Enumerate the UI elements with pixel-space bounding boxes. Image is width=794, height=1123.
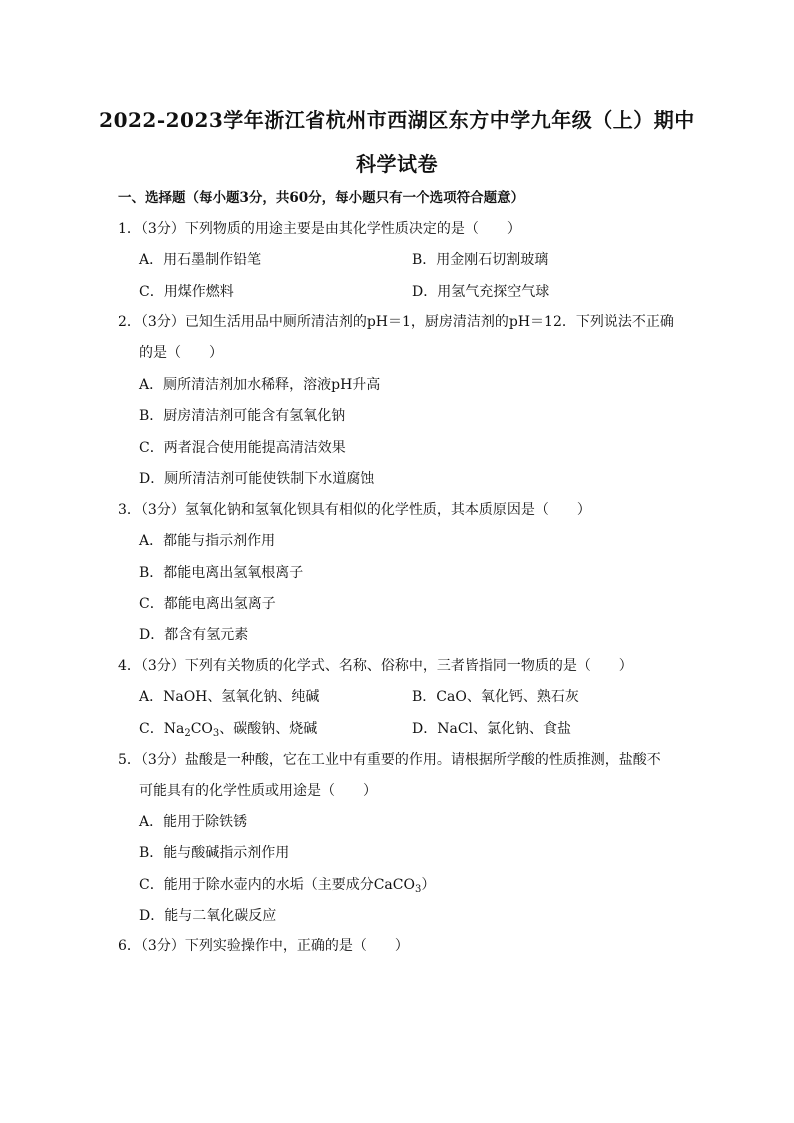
question-4-option-b: B．CaO、氧化钙、熟石灰 bbox=[412, 689, 579, 705]
question-4-option-a: A．NaOH、氢氧化钠、纯碱 bbox=[139, 689, 320, 705]
question-5-option-c: C．能用于除水壶内的水垢（主要成分CaCO$_3$） bbox=[139, 877, 436, 895]
question-3-stem: 3．（3分）氢氧化钠和氢氧化钡具有相似的化学性质，其本质原因是（ ） bbox=[118, 502, 591, 518]
section-heading: 一、选择题（每小题3分，共60分，每小题只有一个选项符合题意） bbox=[118, 190, 525, 206]
question-2-option-b: B．厨房清洁剂可能含有氢氧化钠 bbox=[139, 408, 346, 424]
question-2-stem-continued: 的是（ ） bbox=[139, 345, 223, 361]
question-5-option-d: D．能与二氧化碳反应 bbox=[139, 908, 277, 924]
question-5-option-b: B．能与酸碱指示剂作用 bbox=[139, 845, 290, 861]
question-5-option-a: A．能用于除铁锈 bbox=[139, 814, 248, 830]
question-2-stem: 2．（3分）已知生活用品中厕所清洁剂的pH＝1，厨房清洁剂的pH＝12．下列说法不正确 bbox=[118, 314, 674, 330]
question-4-stem: 4．（3分）下列有关物质的化学式、名称、俗称中，三者皆指同一物质的是（ ） bbox=[118, 658, 633, 674]
question-5-stem: 5．（3分）盐酸是一种酸，它在工业中有重要的作用。请根据所学酸的性质推测，盐酸不 bbox=[118, 752, 661, 768]
question-6-stem: 6．（3分）下列实验操作中，正确的是（ ） bbox=[118, 938, 409, 954]
question-1-option-d: D．用氢气充探空气球 bbox=[412, 284, 550, 300]
question-3-option-b: B．都能电离出氢氧根离子 bbox=[139, 565, 304, 581]
question-1-option-a: A．用石墨制作铅笔 bbox=[139, 252, 262, 268]
question-4-option-c: C．$Na_2CO_3$、碳酸钠、烧碱 bbox=[139, 721, 318, 739]
question-3-option-a: A．都能与指示剂作用 bbox=[139, 533, 276, 549]
question-2-option-d: D．厕所清洁剂可能使铁制下水道腐蚀 bbox=[139, 471, 375, 487]
question-4-option-d: D．NaCl、氯化钠、食盐 bbox=[412, 721, 572, 737]
question-5-stem-continued: 可能具有的化学性质或用途是（ ） bbox=[139, 783, 377, 799]
question-3-option-c: C．都能电离出氢离子 bbox=[139, 596, 276, 612]
question-3-option-d: D．都含有氢元素 bbox=[139, 627, 249, 643]
question-1-option-b: B．用金刚石切割玻璃 bbox=[412, 252, 549, 268]
exam-title-line-2: 科学试卷 bbox=[356, 152, 438, 176]
question-2-option-a: A．厕所清洁剂加水稀释，溶液pH升高 bbox=[139, 377, 381, 393]
exam-title-line-1: 2022-2023学年浙江省杭州市西湖区东方中学九年级（上）期中 bbox=[99, 108, 695, 132]
question-1-stem: 1．（3分）下列物质的用途主要是由其化学性质决定的是（ ） bbox=[118, 221, 521, 237]
question-1-option-c: C．用煤作燃料 bbox=[139, 284, 234, 300]
question-2-option-c: C．两者混合使用能提高清洁效果 bbox=[139, 440, 346, 456]
